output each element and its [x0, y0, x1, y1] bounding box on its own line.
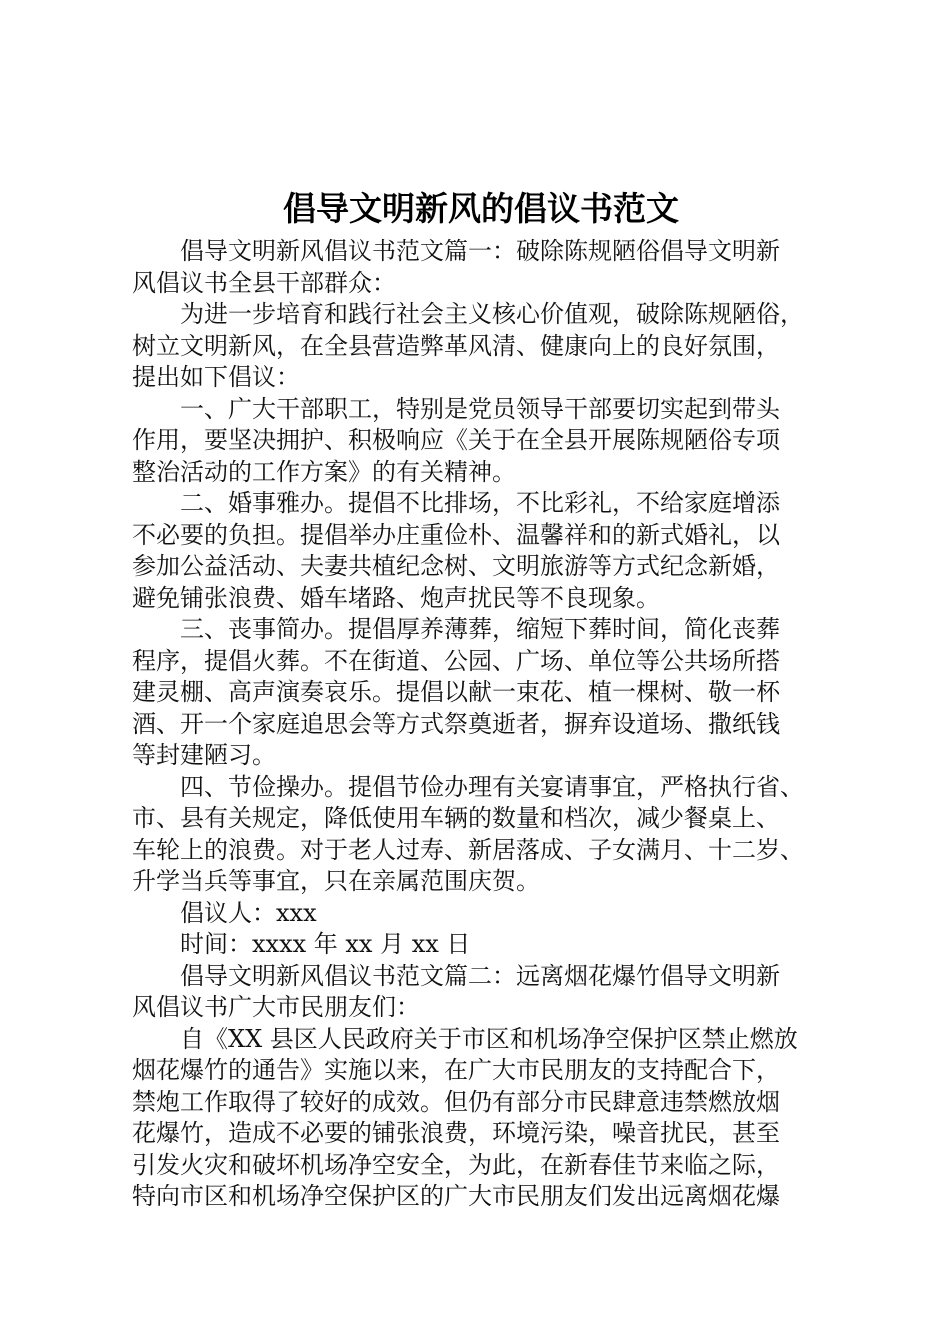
paragraph-line: 时间：xxxx 年 xx 月 xx 日	[180, 930, 471, 958]
paragraph-line: 花爆竹，造成不必要的铺张浪费，环境污染，噪音扰民，甚至	[132, 1119, 780, 1147]
paragraph-line: 避免铺张浪费、婚车堵路、炮声扰民等不良现象。	[132, 583, 660, 612]
paragraph-line: 车轮上的浪费。对于老人过寿、新居落成、子女满月、十二岁、	[132, 835, 804, 864]
paragraph-line: 一、广大干部职工，特别是党员领导干部要切实起到带头	[180, 394, 780, 423]
paragraph	[132, 929, 852, 961]
paragraph-line: 程序，提倡火葬。不在街道、公园、广场、单位等公共场所搭	[132, 646, 780, 675]
paragraph-line: 烟花爆竹的通告》实施以来，在广大市民朋友的支持配合下，	[132, 1056, 780, 1084]
paragraph	[132, 772, 852, 898]
paragraph	[132, 394, 852, 489]
paragraph-line: 作用，要坚决拥护、积极响应《关于在全县开展陈规陋俗专项	[132, 426, 780, 454]
paragraph-line: 酒、开一个家庭追思会等方式祭奠逝者，摒弃设道场、撒纸钱	[132, 709, 780, 738]
paragraph	[132, 614, 852, 772]
paragraph	[132, 488, 852, 614]
paragraph-line: 不必要的负担。提倡举办庄重俭朴、温馨祥和的新式婚礼，以	[132, 520, 780, 549]
paragraph-line: 四、节俭操办。提倡节俭办理有关宴请事宜，严格执行省、	[180, 772, 804, 801]
paragraph	[132, 898, 852, 930]
paragraph-line: 树立文明新风，在全县营造弊革风清、健康向上的良好氛围，	[132, 331, 780, 360]
paragraph-line: 等封建陋习。	[132, 741, 276, 769]
paragraph-line: 为进一步培育和践行社会主义核心价值观，破除陈规陋俗，	[180, 300, 804, 328]
paragraph	[132, 961, 852, 1024]
paragraph	[132, 236, 852, 299]
paragraph-line: 倡议人：xxx	[180, 898, 317, 927]
paragraph-line: 风倡议书全县干部群众：	[132, 268, 396, 297]
document-title: 倡导文明新风的倡议书范文	[283, 189, 679, 228]
paragraph-line: 倡导文明新风倡议书范文篇二：远离烟花爆竹倡导文明新	[180, 961, 780, 990]
paragraph-line: 自《XX 县区人民政府关于市区和机场净空保护区禁止燃放	[180, 1024, 798, 1053]
paragraph-line: 整治活动的工作方案》的有关精神。	[132, 457, 516, 486]
paragraph	[132, 1024, 852, 1213]
paragraph-line: 建灵棚、高声演奏哀乐。提倡以献一束花、植一棵树、敬一杯	[132, 678, 780, 706]
document-body	[132, 236, 852, 1213]
paragraph-line: 三、丧事简办。提倡厚养薄葬，缩短下葬时间，简化丧葬	[180, 615, 780, 643]
paragraph-line: 引发火灾和破坏机场净空安全，为此，在新春佳节来临之际，	[132, 1150, 780, 1179]
paragraph-line: 禁炮工作取得了较好的成效。但仍有部分市民肆意违禁燃放烟	[132, 1087, 780, 1116]
paragraph	[132, 299, 852, 394]
paragraph-line: 二、婚事雅办。提倡不比排场，不比彩礼，不给家庭增添	[180, 489, 780, 517]
paragraph-line: 倡导文明新风倡议书范文篇一：破除陈规陋俗倡导文明新	[180, 237, 780, 265]
paragraph-line: 市、县有关规定，降低使用车辆的数量和档次，减少餐桌上、	[132, 804, 780, 832]
paragraph-line: 升学当兵等事宜，只在亲属范围庆贺。	[132, 867, 540, 895]
paragraph-line: 参加公益活动、夫妻共植纪念树、文明旅游等方式纪念新婚，	[132, 552, 780, 580]
paragraph-line: 特向市区和机场净空保护区的广大市民朋友们发出远离烟花爆	[132, 1182, 780, 1210]
paragraph-line: 风倡议书广大市民朋友们：	[132, 993, 420, 1021]
paragraph-line: 提出如下倡议：	[132, 363, 300, 391]
